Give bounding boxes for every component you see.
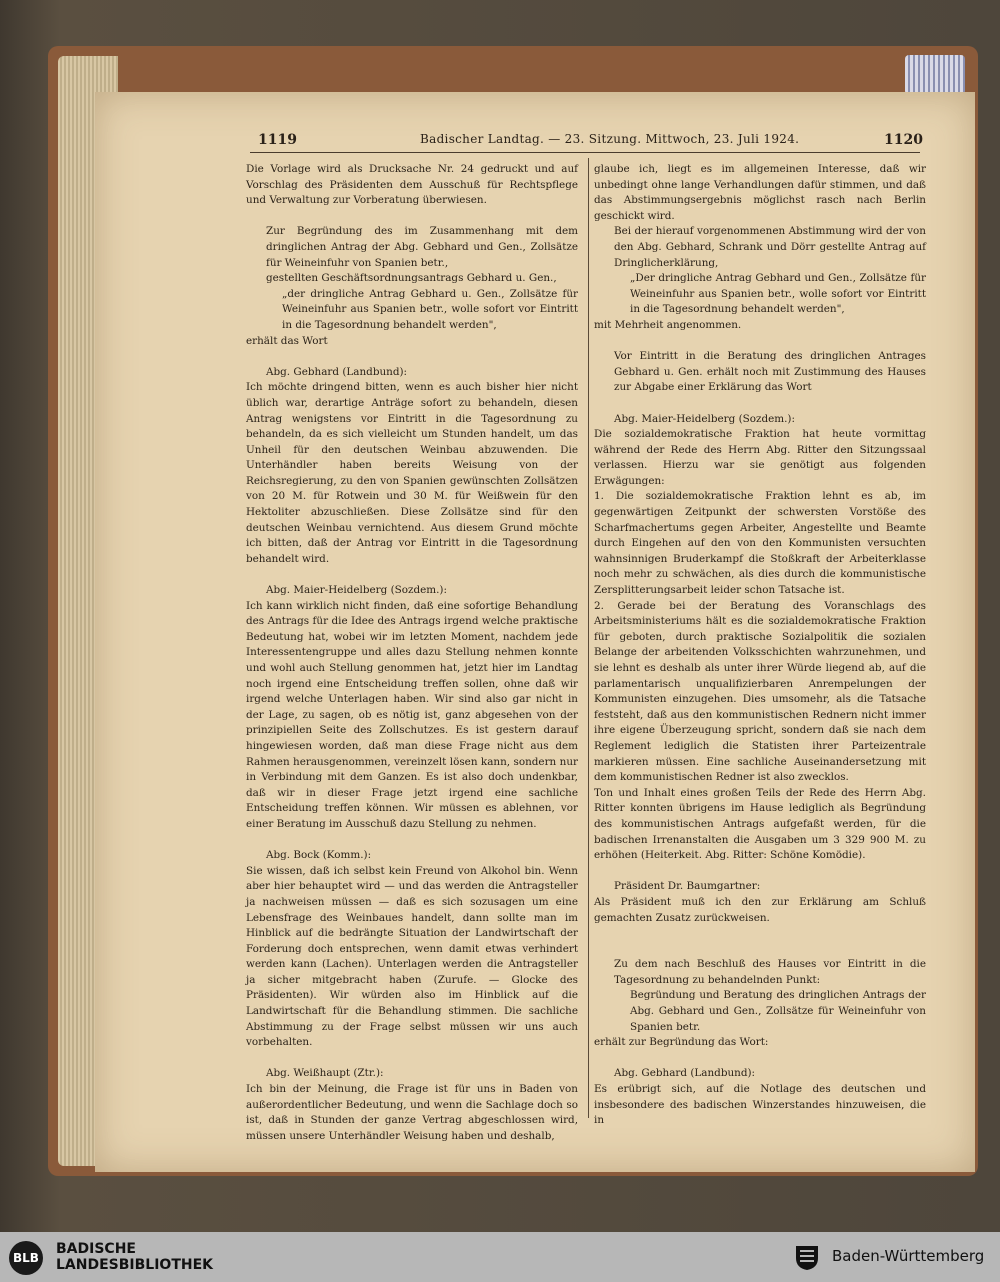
paragraph: Begründung und Beratung des dringlichen Antrags der Abg. Gebhard und Gen., Zollsätze für Weineinfuhr von Spanien betr. [630, 989, 926, 1033]
library-name-line2: LANDESBIBLIOTHEK [56, 1257, 214, 1273]
library-name[interactable] [56, 1241, 213, 1273]
paragraph: Die sozialdemokratische Fraktion hat heute vormittag während der Rede des Herrn Abg. Ritter den Sitzungssaal verlassen. Hierzu war sie genötigt aus folgenden Erwägungen: [594, 428, 926, 487]
paragraph: mit Mehrheit angenommen. [594, 318, 742, 331]
paragraph: Bei der hierauf vorgenommenen Abstimmung wird der von den Abg. Gebhard, Schrank und Dörr gestellte Antrag auf Dringlicherklärung, [614, 225, 926, 269]
paragraph-gap [594, 864, 926, 880]
paragraph: Es erübrigt sich, auf die Notlage des deutschen und insbesondere des badischen Winzerstandes hinzuweisen, die in [594, 1083, 926, 1127]
paragraph: Als Präsident muß ich den zur Erklärung am Schluß gemachten Zusatz zurückweisen. [594, 895, 926, 924]
paragraph-gap [594, 926, 926, 942]
coat-of-arms-icon [792, 1242, 822, 1272]
paragraph: 2. Gerade bei der Beratung des Voranschlags des Arbeitsministeriums hält es die sozialdemokratische Fraktion für geboten, durch praktische Sozialpolitik die sozialen Belange der arbeitenden Volksschichten wahrzunehmen, und sie lehnt es deshalb als unter ihrer Würde liegend ab, auf die parlamentarisch unqualifizierbaren Anrempelungen der Kommunisten einzugehen. Dies umsomehr, als die Tatsache feststeht, daß aus den kommunistischen Rednern nicht immer ihre eigene Überzeugung spricht, sondern daß sie nach dem Reglement lediglich die Statisten ihrer Parteizentrale markieren müssen. Eine sachliche Auseinandersetzung mit dem kommunistischen Redner ist also zwecklos. [594, 599, 926, 784]
paragraph: erhält das Wort [246, 334, 328, 347]
paragraph: Ich möchte dringend bitten, wenn es auch bisher hier nicht üblich war, derartige Anträge sofort zu behandeln, diesen Antrag wenigstens vor Eintritt in die Tagesordnung zu behandeln, da es sich vielleicht um Stunden handelt, um das Unheil für den deutschen Weinbau abzuwenden. Die Unterhändler haben bereits Weisung von der Reichsregierung, zu den von Spanien gewünschten Zollsätzen von 20 M. für Rotwein und 30 M. für Weißwein für den Hektoliter abzuschließen. Diese Zollsätze sind für den deutschen Weinbau vernichtend. Aus diesem Grund möchte ich bitten, daß der Antrag vor Eintritt in die Tagesordnung behandelt wird. [246, 381, 578, 565]
page-number-right: 1120 [884, 132, 923, 148]
paragraph: Zur Begründung des im Zusammenhang mit dem dringlichen Antrag der Abg. Gebhard und Gen., Zollsätze für Weineinfuhr von Spanien betr., [266, 225, 578, 269]
paragraph-gap [246, 833, 578, 849]
paragraph: Die Vorlage wird als Drucksache Nr. 24 gedruckt und auf Vorschlag des Präsidenten dem Ausschuß für Rechtspflege und Verwaltung zur Vorberatung überwiesen. [246, 163, 578, 207]
paragraph: 1. Die sozialdemokratische Fraktion lehnt es ab, im gegenwärtigen Zeitpunkt der schwersten Vorstöße des Scharfmachertums gegen Arbeiter, Angestellte und Beamte durch Eingehen auf den von den Kommunisten versuchten wahnsinnigen Bruderkampf die Stoßkraft der Arbeiterklasse noch mehr zu schwächen, als dies durch die kommunistische Zersplitterungsarbeit leider schon Tatsache ist. [594, 490, 926, 597]
paragraph: Ich bin der Meinung, die Frage ist für uns in Baden von außerordentlicher Bedeutung, und wenn die Sachlage doch so ist, daß in Stunden der ganze Vertrag abgeschlossen wird, müssen unsere Unterhändler Weisung haben und deshalb, [246, 1083, 578, 1142]
paragraph-gap [246, 349, 578, 365]
paragraph-gap [594, 396, 926, 412]
paragraph: Ton und Inhalt eines großen Teils der Rede des Herrn Abg. Ritter konnten übrigens im Hause lediglich als Begründung des kommunistischen Antrags aufgefaßt werden, für die badischen Irrenanstalten die Ausgaben um 3 329 900 M. zu erhöhen (Heiterkeit. Abg. Ritter: Schöne Komödie). [594, 786, 926, 862]
paragraph: Abg. Gebhard (Landbund): [614, 1067, 756, 1080]
paragraph-gap [246, 1051, 578, 1067]
paragraph: Vor Eintritt in die Beratung des dringlichen Antrages Gebhard u. Gen. erhält noch mit Zustimmung des Hauses zur Abgabe einer Erklärung das Wort [614, 350, 926, 394]
paragraph: Präsident Dr. Baumgartner: [614, 880, 761, 893]
paragraph: gestellten Geschäftsordnungsantrags Gebhard u. Gen., [266, 272, 557, 285]
state-name[interactable]: Baden-Württemberg [832, 1247, 985, 1265]
paragraph: Abg. Weißhaupt (Ztr.): [266, 1067, 384, 1080]
paragraph: „Der dringliche Antrag Gebhard und Gen., Zollsätze für Weineinfuhr aus Spanien betr., wolle sofort vor Eintritt in die Tagesordnung behandelt werden", [630, 272, 926, 316]
paragraph-gap [246, 567, 578, 583]
paragraph: Abg. Maier-Heidelberg (Sozdem.): [266, 584, 447, 597]
paragraph-gap [594, 334, 926, 350]
paragraph: Ich kann wirklich nicht finden, daß eine sofortige Behandlung des Antrags für die Idee des Antrags irgend welche praktische Bedeutung hat, wobei wir im letzten Moment, nachdem jede Interessentengruppe und alles dazu Stellung nehmen konnte und wohl auch Stellung genommen hat, jetzt hier im Landtag noch irgend eine Entscheidung treffen sollen, ohne daß wir irgend welche Unterlagen haben. Wir sind also gar nicht in der Lage, zu sagen, ob es nötig ist, ganz abgesehen von der prinzipiellen Seite des Zollschutzes. Es ist gestern darauf hingewiesen worden, daß man diese Frage nicht aus dem Rahmen herausgenommen, vereinzelt lösen kann, sondern nur in Verbindung mit dem Ganzen. Es ist also doch undenkbar, daß wir in dieser Frage jetzt irgend eine sachliche Entscheidung treffen können. Wir müssen es ablehnen, vor einer Beratung im Ausschuß dazu Stellung zu nehmen. [246, 599, 578, 830]
paragraph: Zu dem nach Beschluß des Hauses vor Eintritt in die Tagesordnung zu behandelnden Punkt: [614, 958, 926, 986]
paragraph-gap [594, 1051, 926, 1067]
column-divider [588, 158, 589, 1118]
right-column [594, 162, 926, 1129]
paragraph: erhält zur Begründung das Wort: [594, 1036, 769, 1049]
paragraph: Abg. Gebhard (Landbund): [266, 365, 408, 378]
page-number-left: 1119 [258, 132, 297, 148]
paragraph: glaube ich, liegt es im allgemeinen Interesse, daß wir unbedingt ohne lange Verhandlungen dafür stimmen, und daß das Abstimmungsergebnis möglichst rasch nach Berlin geschickt wird. [594, 163, 926, 222]
bookmark-ribbon [905, 55, 965, 95]
paragraph-gap [594, 942, 926, 958]
running-head: Badischer Landtag. — 23. Sitzung. Mittwoch, 23. Juli 1924. [420, 132, 800, 146]
library-name-line1: BADISCHE [56, 1241, 136, 1257]
paragraph: „der dringliche Antrag Gebhard u. Gen., Zollsätze für Weineinfuhr aus Spanien betr., wolle sofort vor Eintritt in die Tagesordnung behandelt werden", [282, 287, 578, 331]
blb-logo[interactable]: BLB [9, 1241, 43, 1275]
paragraph-gap [246, 209, 578, 225]
left-column [246, 162, 578, 1144]
paragraph: Abg. Bock (Komm.): [266, 849, 372, 862]
header-rule [250, 152, 920, 153]
footer-bar [0, 1232, 1000, 1282]
paragraph: Sie wissen, daß ich selbst kein Freund von Alkohol bin. Wenn aber hier behauptet wird — und das werden die Antragsteller ja nachweisen müssen — daß es sich sozusagen um eine Lebensfrage des Weinbaues handelt, dann sollte man im Hinblick auf die bedrängte Situation der Landwirtschaft der Forderung doch entsprechen, wenn damit etwas verhindert werden kann (Lachen). Unterlagen werden die Antragsteller ja sicher mitgebracht haben (Zurufe. — Glocke des Präsidenten). Wir würden also im Hinblick auf die Landwirtschaft für die Behandlung stimmen. Die sachliche Abstimmung zu der Frage selbst müssen wir uns auch vorbehalten. [246, 864, 578, 1049]
paragraph: Abg. Maier-Heidelberg (Sozdem.): [614, 412, 795, 425]
